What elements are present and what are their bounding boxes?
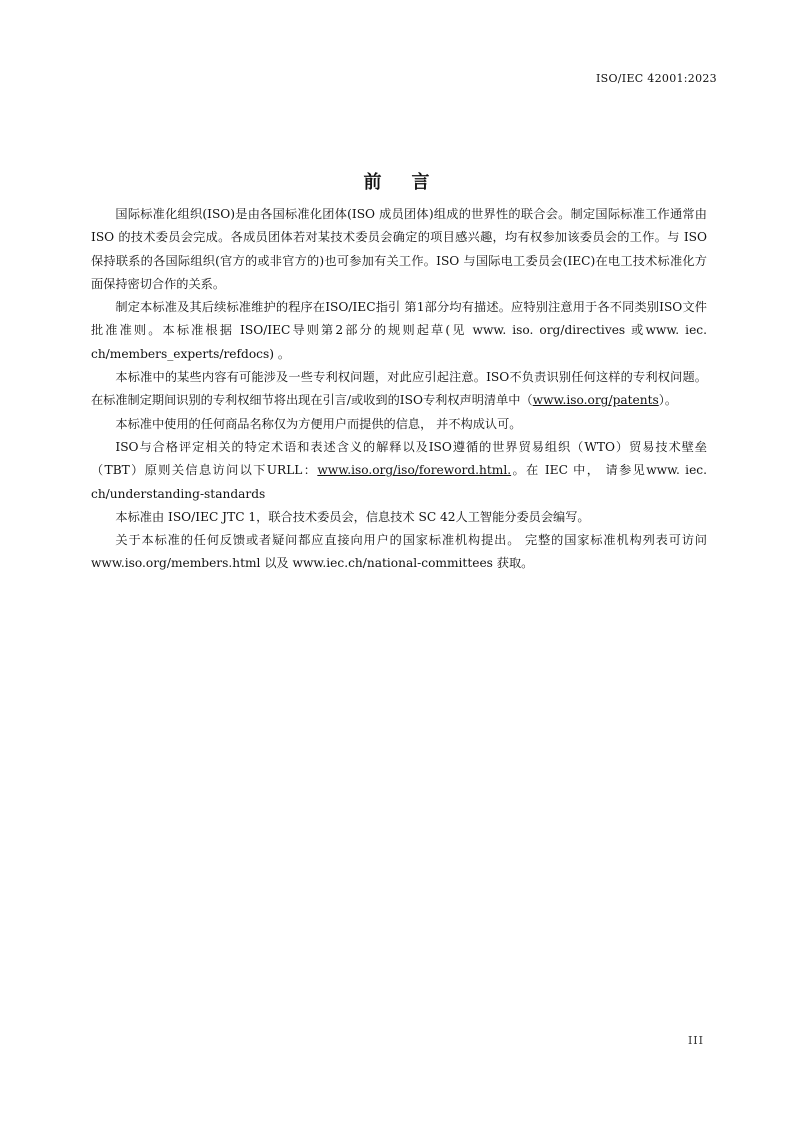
paragraph-feedback: 关于本标准的任何反馈或者疑问都应直接向用户的国家标准机构提出。 完整的国家标准机构列表可访问www.iso.org/members.html 以及 www.iec.ch/national-committees 获取。 xyxy=(91,533,707,571)
foreword-title xyxy=(0,168,793,194)
paragraph-iso-intro: 国际标准化组织(ISO)是由各国标准化团体(ISO 成员团体)组成的世界性的联合会。制定国际标准工作通常由 ISO 的技术委员会完成。各成员团体若对某技术委员会确定的项目感兴趣，均有权参加该委员会的工作。与 ISO 保持联系的各国际组织(官方的或非官方的)也可参加有关工作。ISO 与国际电工委员会(IEC)在电工技术标准化方面保持密切合作的关系。 xyxy=(91,207,707,291)
paragraph-committee: 本标准由 ISO/IEC JTC 1，联合技术委员会，信息技术 SC 42人工智能分委员会编写。 xyxy=(115,509,590,524)
page-number: III xyxy=(687,1034,704,1047)
patents-text: 本标准中的某些内容有可能涉及一些专利权问题，对此应引起注意。ISO不负责识别任何这样的专利权问题。在标准制定期间识别的专利权细节将出现在引言/或收到的ISO专利权声明清单中（ xyxy=(91,370,707,408)
conformity-text-end: 。在 IEC 中， 请参见www. iec. ch/understanding-standards xyxy=(91,463,707,501)
paragraph-patents xyxy=(91,366,707,413)
patents-text-end: ）。 xyxy=(658,393,678,408)
patents-link[interactable]: www.iso.org/patents xyxy=(532,393,659,408)
title-char-1: 前 xyxy=(363,172,382,193)
document-id-header: ISO/IEC 42001:2023 xyxy=(596,72,717,85)
paragraph-trade-names: 本标准中使用的任何商品名称仅为方便用户而提供的信息， 并不构成认可。 xyxy=(115,416,522,431)
conformity-text: ISO与合格评定相关的特定术语和表述含义的解释以及ISO遵循的世界贸易组织（WTO）贸易技术壁垒（TBT）原则关信息访问以下URLL： xyxy=(91,439,707,478)
paragraph-procedures: 制定本标准及其后续标准维护的程序在ISO/IEC指引 第1部分均有描述。应特别注意用于各不同类别ISO文件批准准则。本标准根据 ISO/IEC导则第2部分的规则起草(见 www. iso. org/directives 或www. iec. ch/members_experts/refdocs) 。 xyxy=(91,300,707,361)
foreword-body xyxy=(91,203,707,576)
title-char-2: 言 xyxy=(411,172,430,193)
paragraph-conformity xyxy=(91,436,707,506)
foreword-link[interactable]: www.iso.org/iso/foreword.html. xyxy=(317,463,512,478)
